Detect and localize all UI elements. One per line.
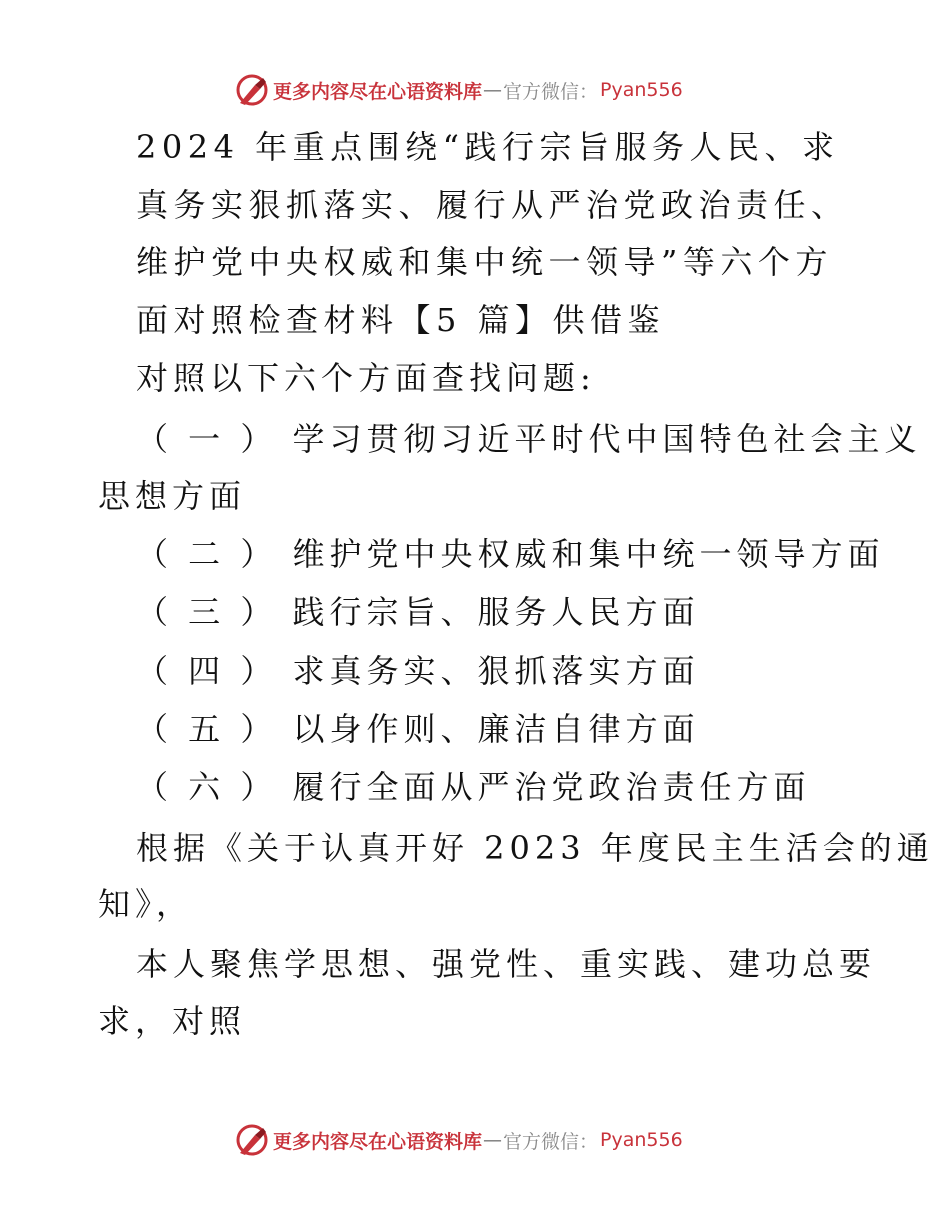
title-line: 维护党中央权威和集中统一领导”等六个方 bbox=[136, 243, 833, 281]
pen-circle-logo-icon bbox=[235, 73, 269, 107]
title-line: 真务实狠抓落实、履行从严治党政治责任、 bbox=[136, 186, 849, 224]
paragraph-line: 本人聚焦学思想、强党性、重实践、建功总要 bbox=[136, 945, 877, 983]
list-item: （ 二 ） 维护党中央权威和集中统一领导方面 bbox=[136, 535, 885, 573]
banner-wechat-label: 官方微信： bbox=[503, 80, 599, 103]
title-line: 2024 年重点围绕“践行宗旨服务人民、求 bbox=[136, 128, 840, 166]
list-item: （ 三 ） 践行宗旨、服务人民方面 bbox=[136, 593, 700, 631]
list-item: （ 四 ） 求真务实、狠抓落实方面 bbox=[136, 652, 700, 690]
banner-wechat-label: 官方微信： bbox=[503, 1130, 599, 1153]
paragraph-line: 求，对照 bbox=[98, 1002, 247, 1040]
header-banner bbox=[235, 72, 683, 108]
banner-wechat-id: Pyan556 bbox=[600, 1129, 683, 1151]
banner-wechat-id: Pyan556 bbox=[600, 79, 683, 101]
banner-text: 更多内容尽在心语资料库 bbox=[273, 80, 483, 103]
list-item: （ 一 ） 学习贯彻习近平时代中国特色社会主义 bbox=[136, 420, 922, 458]
paragraph-line: 根据《关于认真开好 2023 年度民主生活会的通 bbox=[136, 829, 934, 867]
banner-text: 更多内容尽在心语资料库 bbox=[273, 1130, 483, 1153]
footer-banner bbox=[235, 1122, 683, 1158]
list-item: （ 六 ） 履行全面从严治党政治责任方面 bbox=[136, 768, 811, 806]
intro-text: 对照以下六个方面查找问题: bbox=[136, 359, 596, 397]
list-item: （ 五 ） 以身作则、廉洁自律方面 bbox=[136, 710, 700, 748]
paragraph-line: 知》， bbox=[98, 885, 194, 923]
list-item: 思想方面 bbox=[98, 477, 247, 515]
banner-dash: — bbox=[483, 1129, 503, 1151]
banner-dash: — bbox=[483, 79, 503, 101]
pen-circle-logo-icon bbox=[235, 1123, 269, 1157]
title-line: 面对照检查材料【5 篇】供借鉴 bbox=[136, 301, 666, 339]
